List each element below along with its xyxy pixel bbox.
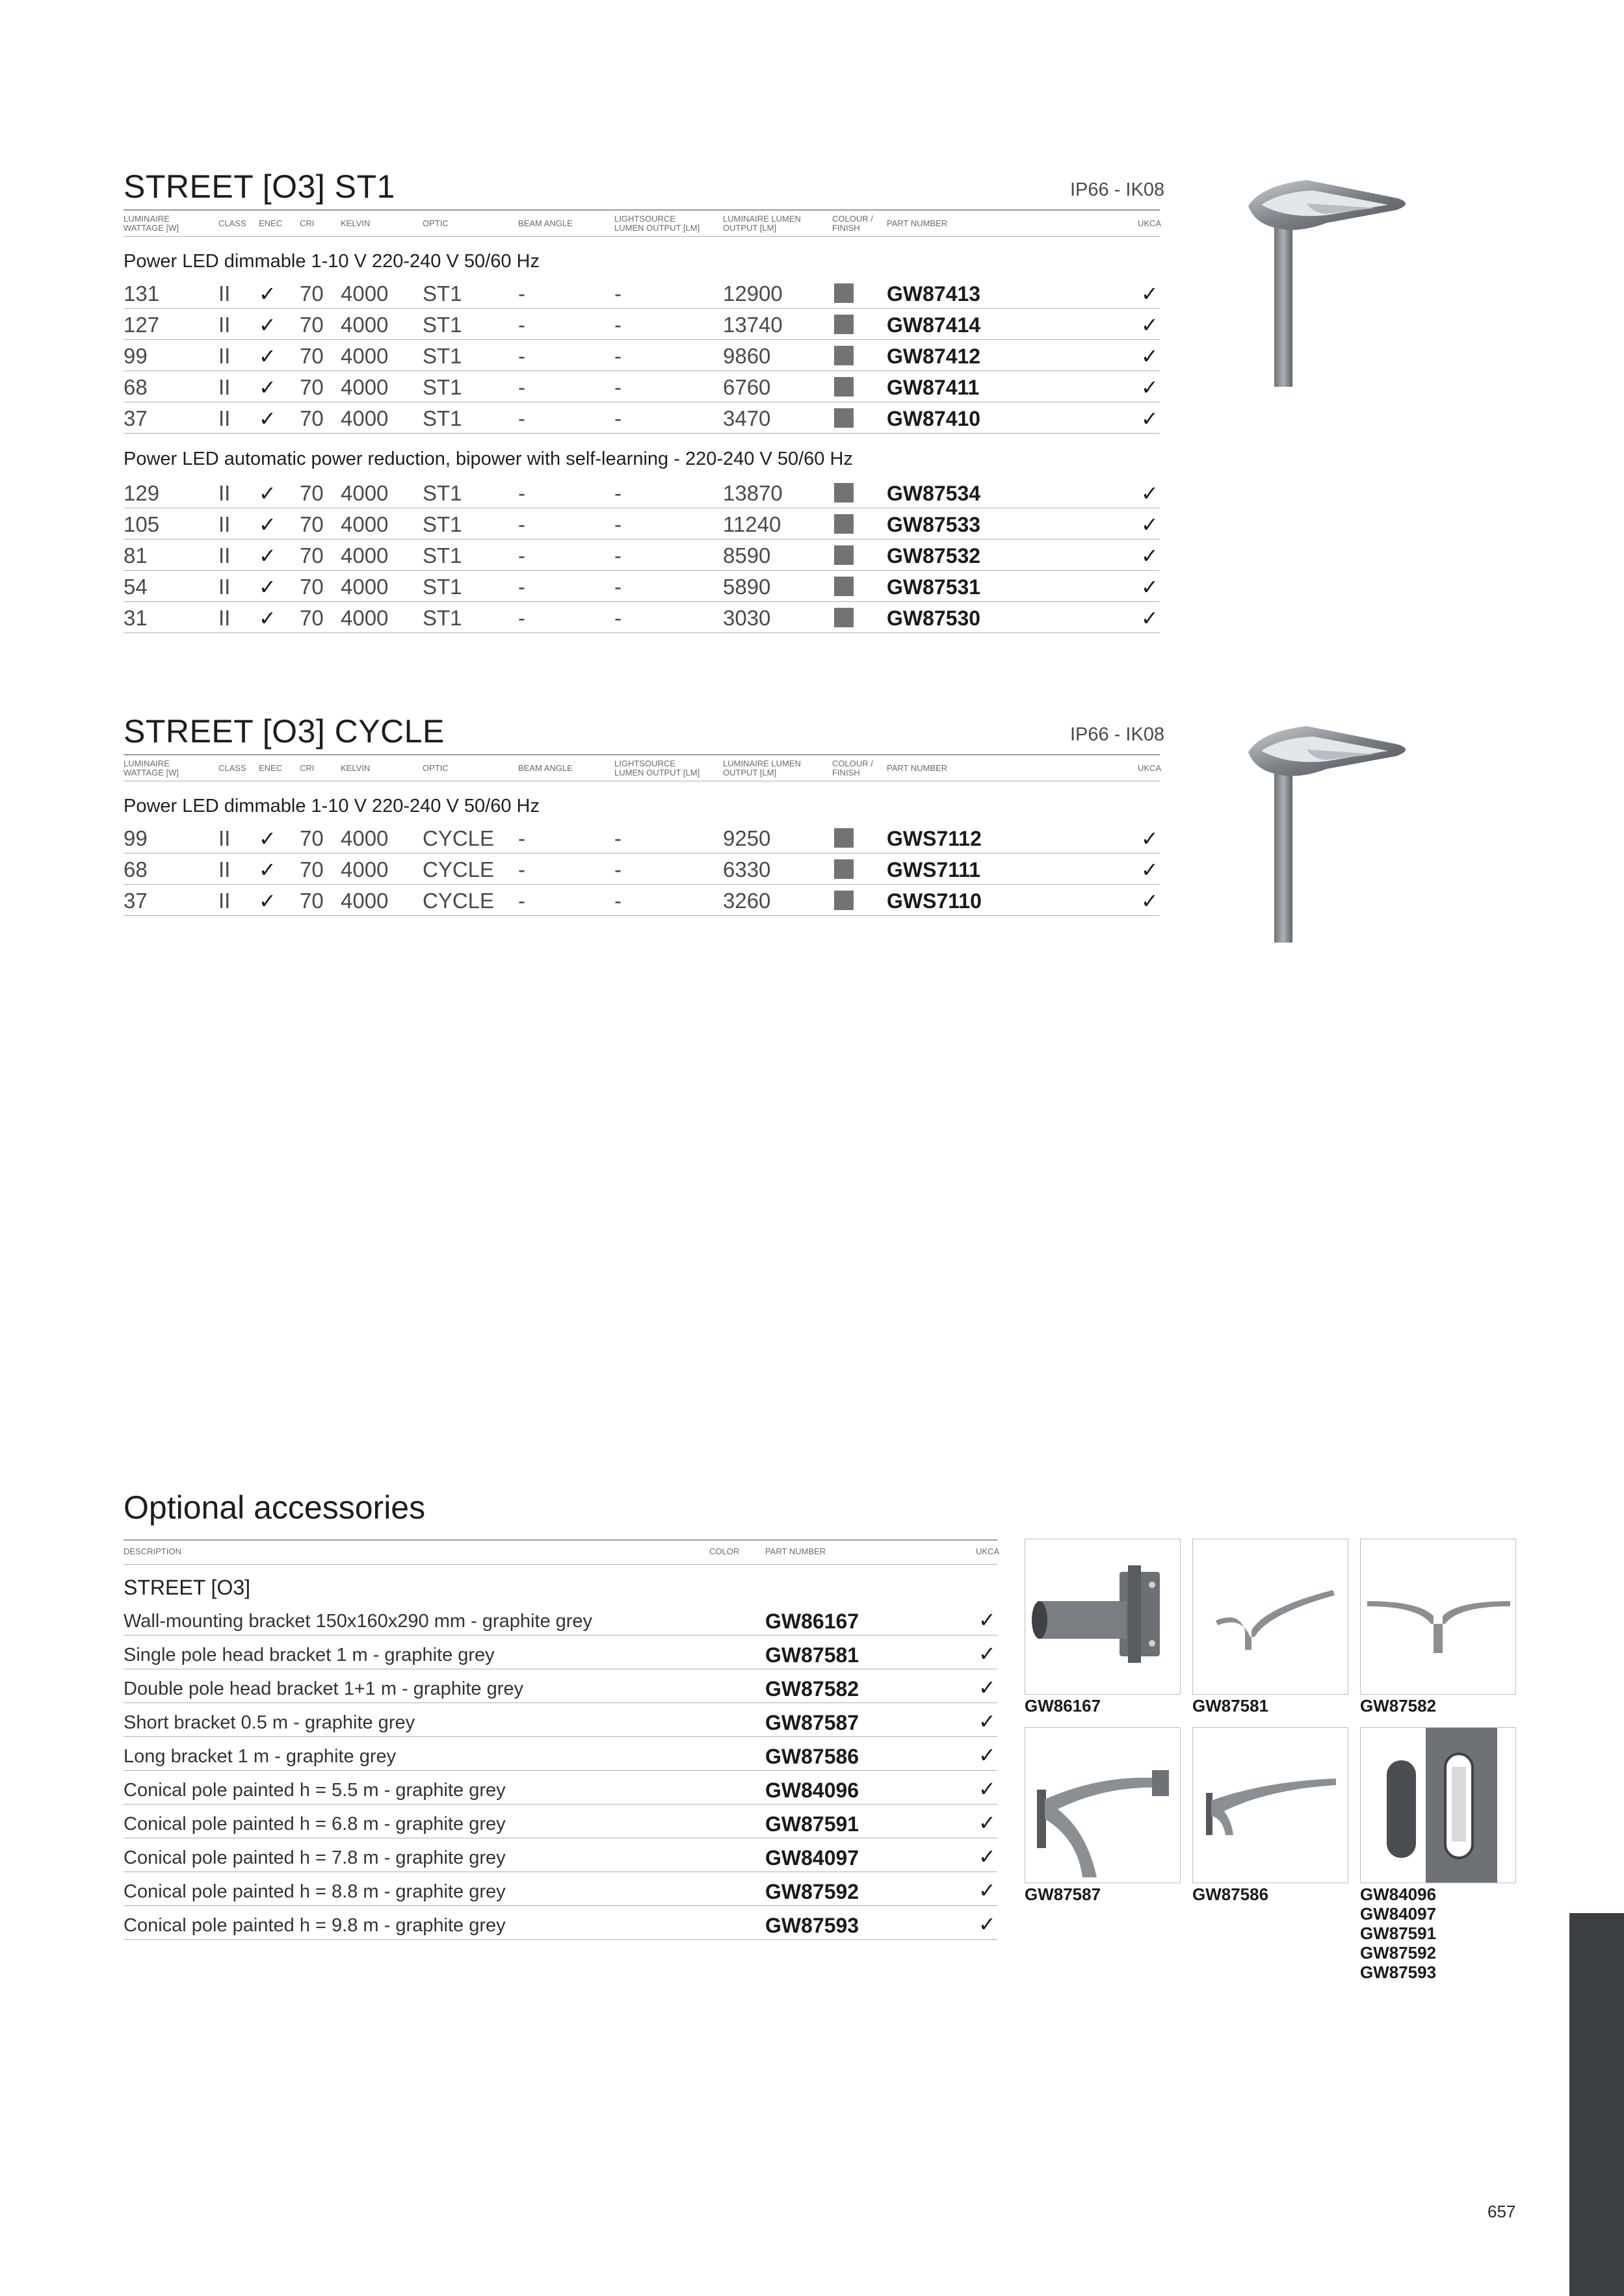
cell-ukca: ✓ [1141,345,1159,368]
colour-swatch [834,377,854,397]
cell-cls: II [218,313,231,337]
cell-cri: 70 [300,543,324,567]
cell-cri: 70 [300,281,324,306]
colour-swatch [834,859,854,879]
wall-bracket-image [1025,1539,1181,1695]
cell-ls: - [614,512,622,536]
accessory-part-number: GW87593 [765,1914,859,1937]
accessory-description: Conical pole painted h = 8.8 m - graphite grey [124,1881,506,1902]
product-title-cycle: STREET [O3] CYCLE [124,713,445,750]
cell-cri: 70 [300,826,324,850]
cell-ukca: ✓ [1141,575,1159,599]
col-optic: OPTIC [423,763,449,773]
cell-beam: - [518,281,525,306]
group-label: Power LED dimmable 1-10 V 220-240 V 50/60 Hz [124,796,540,816]
cell-optic: ST1 [423,606,462,630]
cell-k: 4000 [341,375,389,399]
cell-lum: 13870 [723,481,783,505]
accessory-ukca-check: ✓ [978,1743,996,1767]
cell-enec: ✓ [259,482,276,505]
col-color: COLOR [709,1546,740,1556]
cell-part: GW87410 [887,407,981,430]
col-wattage: LUMINAIRE WATTAGE [W] [124,214,179,233]
cell-cri: 70 [300,575,324,599]
cell-part: GW87531 [887,575,981,599]
cell-ls: - [614,313,622,337]
cell-k: 4000 [341,889,389,913]
cell-enec: ✓ [259,513,276,536]
accessory-part-number: GW87592 [765,1880,859,1903]
accessory-description: Conical pole painted h = 5.5 m - graphite grey [124,1780,506,1801]
row-divider [124,339,1160,340]
header-top-rule [124,754,1160,755]
cell-cls: II [218,606,231,630]
colour-swatch [834,483,854,502]
cell-w: 129 [124,481,160,505]
cell-k: 4000 [341,512,389,536]
cell-enec: ✓ [259,607,276,630]
cell-ukca: ✓ [1141,889,1159,913]
accessory-description: Conical pole painted h = 6.8 m - graphite grey [124,1814,506,1834]
cell-enec: ✓ [259,313,276,337]
cell-part: GW87414 [887,313,981,337]
cell-cls: II [218,512,231,536]
cell-ls: - [614,543,622,567]
ip-rating-cycle: IP66 - IK08 [1070,724,1165,745]
cell-cls: II [218,406,231,430]
accessory-part-number: GW87587 [765,1711,859,1734]
cell-enec: ✓ [259,827,276,850]
cell-beam: - [518,481,525,505]
col-cri: CRI [300,763,315,773]
accessory-ukca-check: ✓ [978,1777,996,1801]
accessory-ukca-check: ✓ [978,1608,996,1632]
colour-swatch [834,283,854,303]
cell-optic: ST1 [423,313,462,337]
cell-lum: 3260 [723,889,771,913]
accessory-part-number: GW87582 [765,1677,859,1701]
col-enec: ENEC [259,763,283,773]
cell-optic: ST1 [423,375,462,399]
cell-enec: ✓ [259,858,276,881]
cell-ukca: ✓ [1141,607,1159,630]
cell-cls: II [218,375,231,399]
cell-part: GWS7110 [887,889,982,913]
cell-w: 54 [124,575,148,599]
cell-part: GWS7112 [887,827,982,850]
cell-part: GW87532 [887,544,981,567]
col-optic: OPTIC [423,218,449,228]
cell-k: 4000 [341,575,389,599]
cell-beam: - [518,543,525,567]
cell-part: GW87411 [887,376,980,399]
cell-lum: 6330 [723,857,771,881]
accessory-ukca-check: ✓ [978,1845,996,1868]
cell-w: 99 [124,826,148,850]
cell-cls: II [218,344,231,368]
row-divider [124,570,1160,571]
single-bracket-image [1192,1539,1348,1695]
cell-part: GW87530 [887,607,981,630]
header-top-rule [124,1539,997,1541]
cell-cls: II [218,826,231,850]
accessories-title: Optional accessories [124,1489,426,1526]
cell-cri: 70 [300,857,324,881]
cell-part: GW87533 [887,513,981,536]
cell-k: 4000 [341,857,389,881]
conical-pole-image [1360,1727,1516,1883]
group-label: Power LED automatic power reduction, bipower with self-learning - 220-240 V 50/60 Hz [124,449,853,469]
col-description: DESCRIPTION [124,1546,181,1556]
cell-part: GW87534 [887,482,981,505]
row-divider [124,601,1160,602]
cell-beam: - [518,606,525,630]
accessory-ukca-check: ✓ [978,1879,996,1902]
group-label: Power LED dimmable 1-10 V 220-240 V 50/60 Hz [124,251,540,272]
cell-cri: 70 [300,344,324,368]
colour-swatch [834,315,854,334]
section-sidebar-tab [1569,1913,1624,2296]
cell-cri: 70 [300,375,324,399]
accessory-part-number: GW87581 [765,1643,859,1667]
cell-k: 4000 [341,344,389,368]
cell-cls: II [218,857,231,881]
col-kelvin: KELVIN [341,763,371,773]
col-colour: COLOUR / FINISH [832,759,873,777]
cell-ls: - [614,281,622,306]
cell-beam: - [518,575,525,599]
luminaire-cycle-image [1235,718,1463,946]
col-lightsource-lumen: LIGHTSOURCE LUMEN OUTPUT [LM] [614,214,700,233]
cell-lum: 9250 [723,826,771,850]
col-kelvin: KELVIN [341,218,371,228]
col-ukca: UKCA [1138,218,1162,228]
cell-beam: - [518,826,525,850]
row-divider [124,1939,997,1940]
image-caption: GW87581 [1192,1696,1269,1715]
accessory-part-number: GW87591 [765,1812,859,1836]
colour-swatch [834,408,854,428]
image-caption: GW87582 [1360,1696,1437,1715]
cell-optic: CYCLE [423,826,495,850]
cell-beam: - [518,512,525,536]
cell-enec: ✓ [259,407,276,430]
cell-enec: ✓ [259,345,276,368]
cell-lum: 5890 [723,575,771,599]
cell-lum: 8590 [723,543,771,567]
cell-beam: - [518,375,525,399]
accessory-part-number: GW86167 [765,1610,859,1633]
col-enec: ENEC [259,218,283,228]
row-divider [124,1770,997,1771]
cell-k: 4000 [341,826,389,850]
row-divider [124,1635,997,1636]
cell-w: 37 [124,889,148,913]
cell-cri: 70 [300,889,324,913]
cell-cls: II [218,543,231,567]
cell-beam: - [518,889,525,913]
image-caption: GW84096 GW84097 GW87591 GW87592 GW87593 [1360,1885,1437,1982]
cell-ls: - [614,481,622,505]
cell-optic: CYCLE [423,889,495,913]
accessory-description: Double pole head bracket 1+1 m - graphite grey [124,1678,524,1699]
row-divider [124,539,1160,540]
row-divider [124,1736,997,1737]
accessory-description: Long bracket 1 m - graphite grey [124,1746,397,1767]
cell-ls: - [614,826,622,850]
col-class: CLASS [218,763,246,773]
cell-k: 4000 [341,281,389,306]
col-ukca: UKCA [976,1546,1000,1556]
cell-ukca: ✓ [1141,407,1159,430]
cell-cri: 70 [300,606,324,630]
cell-ls: - [614,406,622,430]
accessory-ukca-check: ✓ [978,1912,996,1936]
cell-part: GWS7111 [887,858,981,881]
cell-enec: ✓ [259,376,276,399]
colour-swatch [834,346,854,365]
cell-k: 4000 [341,606,389,630]
accessory-description: Short bracket 0.5 m - graphite grey [124,1712,415,1733]
row-divider [124,1905,997,1906]
cell-cls: II [218,481,231,505]
ip-rating-st1: IP66 - IK08 [1070,179,1165,200]
cell-optic: ST1 [423,481,462,505]
cell-beam: - [518,857,525,881]
cell-lum: 9860 [723,344,771,368]
colour-swatch [834,891,854,910]
cell-lum: 12900 [723,281,783,306]
cell-w: 131 [124,281,160,306]
col-luminaire-lumen: LUMINAIRE LUMEN OUTPUT [LM] [723,759,801,777]
accessory-group-label: STREET [O3] [124,1576,251,1599]
cell-ukca: ✓ [1141,376,1159,399]
cell-w: 37 [124,406,148,430]
accessory-description: Single pole head bracket 1 m - graphite grey [124,1645,495,1665]
cell-k: 4000 [341,406,389,430]
colour-swatch [834,608,854,627]
cell-w: 31 [124,606,148,630]
cell-w: 99 [124,344,148,368]
col-ukca: UKCA [1138,763,1162,773]
row-divider [124,308,1160,309]
cell-ukca: ✓ [1141,544,1159,567]
row-divider [124,433,1160,434]
accessory-part-number: GW84096 [765,1779,859,1802]
row-divider [124,1804,997,1805]
col-beam-angle: BEAM ANGLE [518,218,573,228]
row-divider [124,915,1160,916]
cell-k: 4000 [341,543,389,567]
cell-optic: ST1 [423,575,462,599]
cell-ukca: ✓ [1141,282,1159,306]
cell-cri: 70 [300,313,324,337]
accessory-description: Wall-mounting bracket 150x160x290 mm - graphite grey [124,1611,593,1632]
cell-enec: ✓ [259,544,276,567]
cell-k: 4000 [341,313,389,337]
cell-ls: - [614,344,622,368]
image-caption: GW87586 [1192,1885,1269,1904]
col-colour: COLOUR / FINISH [832,214,873,233]
cell-ukca: ✓ [1141,513,1159,536]
col-lightsource-lumen: LIGHTSOURCE LUMEN OUTPUT [LM] [614,759,700,777]
colour-swatch [834,577,854,596]
col-cri: CRI [300,218,315,228]
col-luminaire-lumen: LUMINAIRE LUMEN OUTPUT [LM] [723,214,801,233]
cell-w: 68 [124,857,148,881]
cell-lum: 3470 [723,406,771,430]
colour-swatch [834,828,854,848]
cell-ls: - [614,575,622,599]
cell-beam: - [518,406,525,430]
cell-w: 68 [124,375,148,399]
accessory-description: Conical pole painted h = 7.8 m - graphite grey [124,1847,506,1868]
col-class: CLASS [218,218,246,228]
accessory-description: Conical pole painted h = 9.8 m - graphite grey [124,1915,506,1936]
cell-ls: - [614,889,622,913]
header-bottom-rule [124,1564,997,1565]
col-beam-angle: BEAM ANGLE [518,763,573,773]
colour-swatch [834,545,854,565]
cell-part: GW87412 [887,345,981,368]
cell-optic: ST1 [423,406,462,430]
cell-ukca: ✓ [1141,482,1159,505]
short-bracket-image [1025,1727,1181,1883]
accessory-ukca-check: ✓ [978,1642,996,1665]
cell-lum: 13740 [723,313,783,337]
cell-optic: ST1 [423,281,462,306]
accessory-part-number: GW84097 [765,1846,859,1870]
cell-w: 127 [124,313,160,337]
cell-enec: ✓ [259,282,276,306]
cell-beam: - [518,344,525,368]
cell-beam: - [518,313,525,337]
row-divider [124,884,1160,885]
col-part-number: PART NUMBER [887,763,948,773]
header-top-rule [124,209,1160,211]
cell-lum: 3030 [723,606,771,630]
cell-ukca: ✓ [1141,858,1159,881]
cell-cri: 70 [300,512,324,536]
cell-optic: ST1 [423,512,462,536]
product-title-st1: STREET [O3] ST1 [124,168,395,205]
col-part-number: PART NUMBER [765,1546,826,1556]
cell-ukca: ✓ [1141,313,1159,337]
accessory-part-number: GW87586 [765,1745,859,1768]
cell-ls: - [614,857,622,881]
cell-cls: II [218,575,231,599]
cell-lum: 6760 [723,375,771,399]
cell-cls: II [218,889,231,913]
luminaire-st1-image [1235,172,1463,393]
image-caption: GW86167 [1025,1696,1101,1715]
cell-ukca: ✓ [1141,827,1159,850]
cell-lum: 11240 [723,512,781,536]
cell-optic: CYCLE [423,857,495,881]
cell-enec: ✓ [259,575,276,599]
accessory-ukca-check: ✓ [978,1710,996,1733]
cell-w: 105 [124,512,160,536]
header-bottom-rule [124,236,1160,237]
cell-cri: 70 [300,406,324,430]
double-bracket-image [1360,1539,1516,1695]
cell-optic: ST1 [423,344,462,368]
cell-cri: 70 [300,481,324,505]
row-divider [124,853,1160,854]
cell-w: 81 [124,543,148,567]
row-divider [124,1702,997,1703]
cell-optic: ST1 [423,543,462,567]
long-bracket-image [1192,1727,1348,1883]
colour-swatch [834,514,854,534]
col-part-number: PART NUMBER [887,218,948,228]
accessory-ukca-check: ✓ [978,1676,996,1699]
cell-enec: ✓ [259,889,276,913]
cell-part: GW87413 [887,282,981,306]
cell-k: 4000 [341,481,389,505]
cell-cls: II [218,281,231,306]
cell-ls: - [614,606,622,630]
image-caption: GW87587 [1025,1885,1101,1904]
col-wattage: LUMINAIRE WATTAGE [W] [124,759,179,777]
page-number: 657 [1487,2202,1516,2221]
cell-ls: - [614,375,622,399]
accessory-ukca-check: ✓ [978,1811,996,1834]
